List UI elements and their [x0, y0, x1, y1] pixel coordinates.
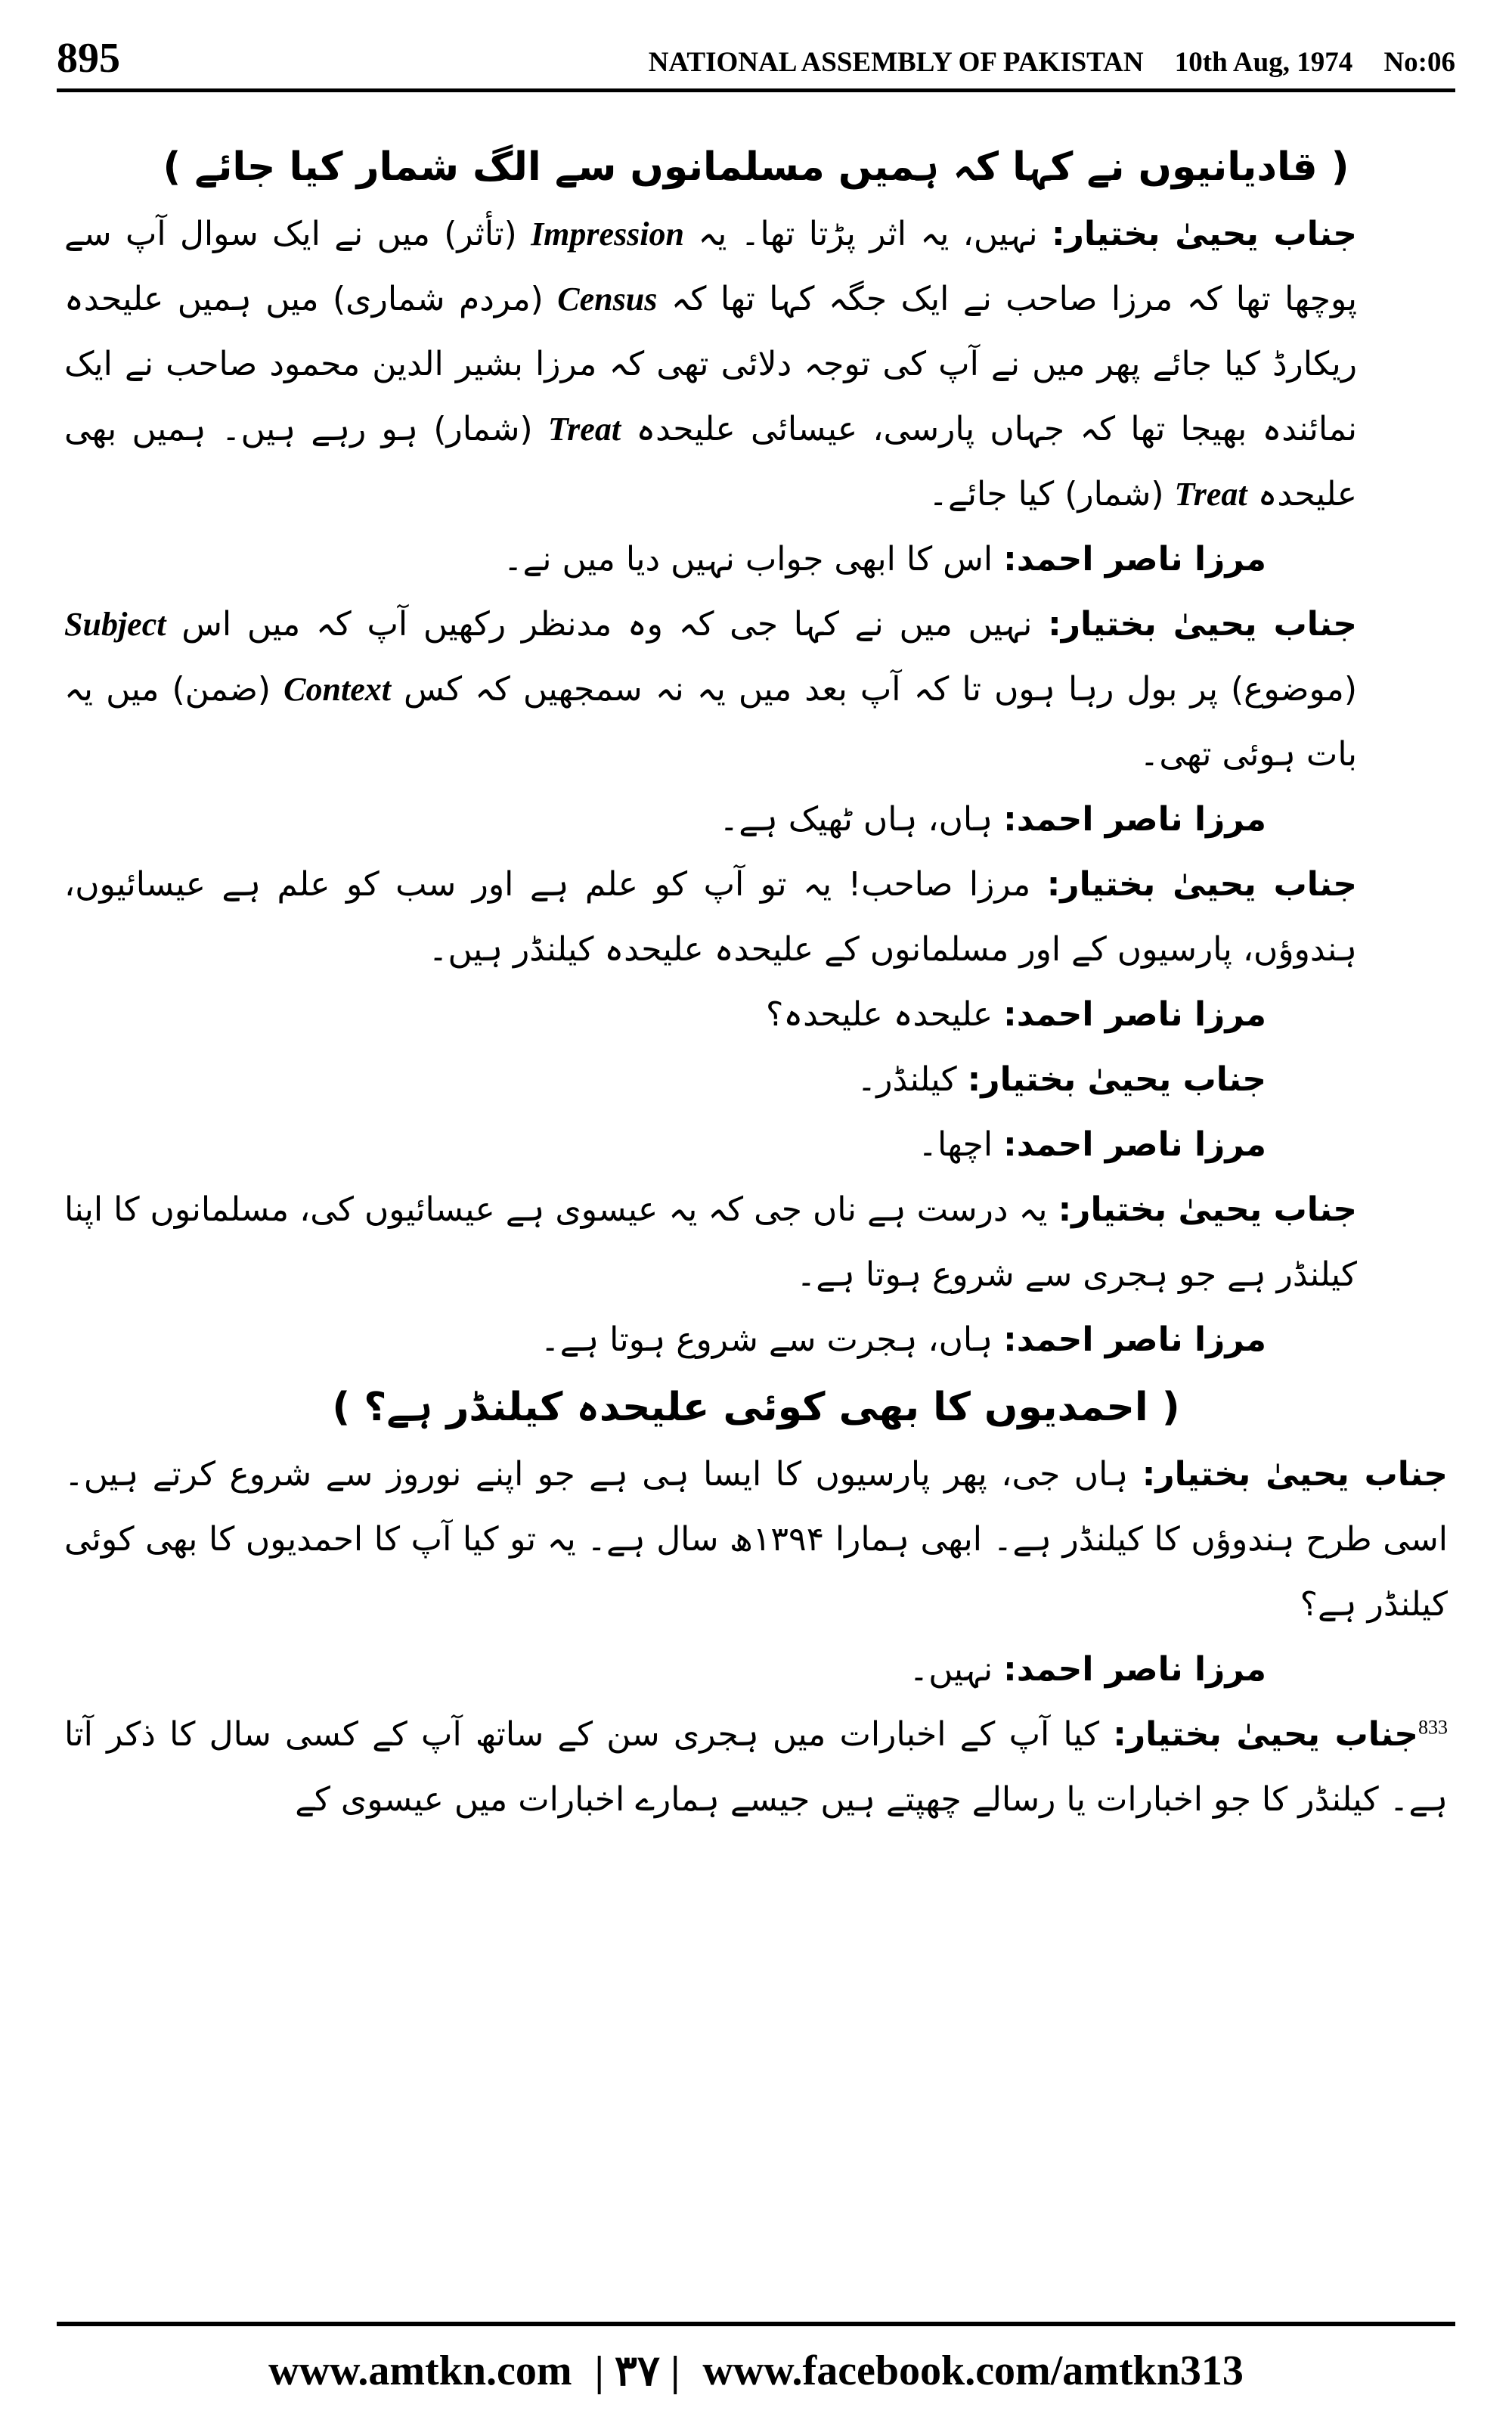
dialogue-paragraph [64, 202, 1448, 527]
header-divider [57, 88, 1455, 92]
running-head [624, 46, 1455, 79]
speaker-name: مرزا ناصر احمد: [1003, 540, 1266, 579]
footer-divider [57, 2322, 1455, 2326]
english-term: Subject [64, 606, 166, 643]
dialogue-text: مرزا صاحب! یہ تو آپ کو علم ہے اور سب کو علم ہے عیسائیوں، ہندوؤں، پارسیوں کے اور مسلمانوں کے علیحدہ علیحدہ کیلنڈر ہیں۔ [64, 865, 1357, 969]
speaker-name: مرزا ناصر احمد: [1003, 1650, 1266, 1689]
dialogue-text: نہیں، یہ اثر پڑتا تھا۔ یہ [684, 215, 1052, 253]
english-term: Treat [547, 411, 621, 448]
speaker-name: جناب یحییٰ بختیار: [1113, 1715, 1418, 1754]
dialogue-paragraph [64, 1177, 1448, 1308]
dialogue-text: (موضوع) پر بول رہا ہوں تا کہ آپ بعد میں یہ نہ سمجھیں کہ کس [390, 670, 1357, 709]
dialogue-paragraph [64, 527, 1448, 592]
footnote-marker: 833 [1418, 1716, 1448, 1739]
dialogue-text: ہاں جی، پھر پارسیوں کا ایسا ہی ہے جو اپنے نوروز سے شروع کرتے ہیں۔ اسی طرح ہندوؤں کا کیلنڈر ہے۔ ابھی ہمارا ۱۳۹۴ھ سال ہے۔ یہ تو کیا آپ کا احمدیوں کا بھی کوئی کیلنڈر ہے؟ [64, 1455, 1448, 1624]
dialogue-paragraph [64, 1308, 1448, 1373]
english-term: Treat [1174, 476, 1247, 513]
dialogue-text: اس کا ابھی جواب نہیں دیا میں نے۔ [503, 540, 1004, 579]
dialogue-paragraph [64, 1112, 1448, 1177]
dialogue-paragraph [64, 1702, 1448, 1832]
dialogue-text: یہ درست ہے ناں جی کہ یہ عیسوی ہے عیسائیوں کی، مسلمانوں کا اپنا کیلنڈر ہے جو ہجری سے شروع ہوتا ہے۔ [64, 1190, 1357, 1294]
section-heading: ( قادیانیوں نے کہا کہ ہمیں مسلمانوں سے الگ شمار کیا جائے ) [163, 144, 1349, 190]
footer-page-marker: | ۳۷ | [594, 2347, 680, 2395]
speaker-name: مرزا ناصر احمد: [1003, 1320, 1266, 1359]
dialogue-text: ہاں، ہجرت سے شروع ہوتا ہے۔ [540, 1320, 1004, 1359]
dialogue-text: اچھا۔ [918, 1125, 1004, 1164]
facebook-link[interactable]: www.facebook.com/amtkn313 [702, 2347, 1244, 2394]
speaker-name: جناب یحییٰ بختیار: [1046, 865, 1357, 904]
website-link[interactable]: www.amtkn.com [268, 2347, 572, 2394]
dialogue-text: نہیں میں نے کہا جی کہ وہ مدنظر رکھیں آپ کہ میں اس [166, 605, 1049, 644]
dialogue-paragraph [64, 1442, 1448, 1637]
dialogue-text: (شمار) کیا جائے۔ [928, 475, 1175, 513]
speaker-name: مرزا ناصر احمد: [1003, 995, 1266, 1034]
section-heading: ( احمدیوں کا بھی کوئی علیحدہ کیلنڈر ہے؟ ) [332, 1385, 1180, 1430]
dialogue-text: کیا آپ کے اخبارات میں ہجری سن کے ساتھ آپ کے کسی سال کا ذکر آتا ہے۔ کیلنڈر کا جو اخبارات یا رسالے چھپتے ہیں جیسے ہمارے اخبارات میں عیسوی کے [64, 1715, 1448, 1819]
speaker-name: جناب یحییٰ بختیار: [1058, 1190, 1357, 1229]
transcript-body [64, 132, 1448, 1832]
dialogue-text: علیحدہ علیحدہ؟ [766, 995, 1004, 1034]
dialogue-text: نہیں۔ [909, 1650, 1004, 1689]
page-footer [57, 2341, 1455, 2401]
issue-number: No:06 [1383, 47, 1455, 78]
dialogue-paragraph [64, 852, 1448, 982]
publication-title: NATIONAL ASSEMBLY OF PAKISTAN [648, 47, 1144, 78]
dialogue-paragraph [64, 787, 1448, 852]
page-header [57, 26, 1455, 87]
dialogue-text: (ضمن) میں یہ بات ہوئی تھی۔ [64, 670, 1357, 774]
english-term: Impression [531, 216, 685, 253]
speaker-name: جناب یحییٰ بختیار: [1051, 215, 1357, 253]
dialogue-text: ہاں، ہاں ٹھیک ہے۔ [719, 800, 1004, 839]
dialogue-text: (شمار) ہو رہے ہیں۔ ہمیں بھی علیحدہ [64, 410, 1357, 513]
english-term: Census [557, 281, 658, 318]
session-date: 10th Aug, 1974 [1174, 47, 1353, 78]
speaker-name: جناب یحییٰ بختیار: [1048, 605, 1357, 644]
speaker-name: جناب یحییٰ بختیار: [1142, 1455, 1448, 1494]
dialogue-text: (مردم شماری) میں ہمیں علیحدہ ریکارڈ کیا جائے پھر میں نے آپ کی توجہ دلائی تھی کہ مرزا بشیر الدین محمود صاحب نے ایک نمائندہ بھیجا تھا کہ جہاں پارسی، عیسائی علیحدہ [64, 280, 1358, 448]
dialogue-text: کیلنڈر۔ [857, 1060, 968, 1099]
page-number: 895 [57, 35, 120, 82]
dialogue-paragraph [64, 1047, 1448, 1112]
speaker-name: مرزا ناصر احمد: [1003, 800, 1266, 839]
dialogue-text: (تأثر) میں نے ایک سوال آپ سے پوچھا تھا کہ مرزا صاحب نے ایک جگہ کہا تھا کہ [64, 215, 1357, 318]
english-term: Context [284, 671, 391, 708]
dialogue-paragraph [64, 592, 1448, 787]
speaker-name: مرزا ناصر احمد: [1003, 1125, 1266, 1164]
dialogue-paragraph [64, 982, 1448, 1047]
speaker-name: جناب یحییٰ بختیار: [967, 1060, 1266, 1099]
dialogue-paragraph [64, 1637, 1448, 1702]
